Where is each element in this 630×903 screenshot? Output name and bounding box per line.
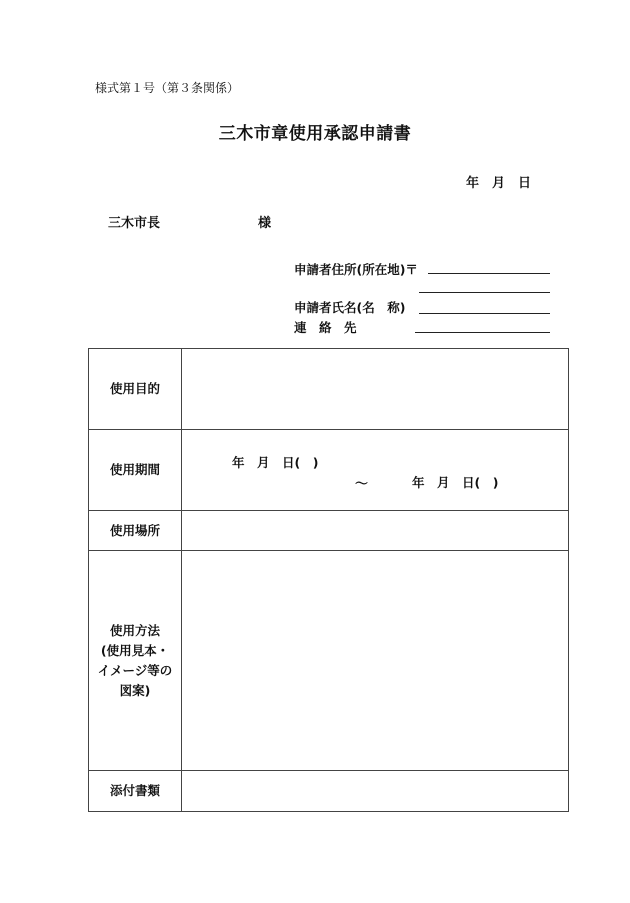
form-number: 様式第１号（第３条関係） — [95, 81, 240, 95]
table-row — [89, 771, 569, 812]
table-row — [89, 349, 569, 430]
place-field[interactable] — [182, 511, 569, 551]
honorific: 様 — [258, 216, 272, 231]
period-field[interactable] — [182, 430, 569, 511]
purpose-field[interactable] — [182, 349, 569, 430]
table-row — [89, 430, 569, 511]
period-separator: ～ — [355, 477, 369, 492]
method-field[interactable] — [182, 551, 569, 771]
applicant-address-label: 申請者住所(所在地)〒 — [294, 262, 418, 277]
application-table — [88, 348, 569, 812]
attachments-label: 添付書類 — [89, 771, 182, 812]
addressee: 三木市長 — [108, 216, 161, 231]
place-label: 使用場所 — [89, 511, 182, 551]
period-start: 年 月 日( ) — [232, 455, 319, 470]
document-title: 三木市章使用承認申請書 — [218, 124, 412, 144]
applicant-address-field[interactable] — [428, 273, 550, 274]
table-row — [89, 551, 569, 771]
attachments-field[interactable] — [182, 771, 569, 812]
application-date: 年 月 日 — [466, 176, 532, 191]
applicant-address-field-line2[interactable] — [419, 292, 550, 293]
applicant-contact-label: 連 絡 先 — [294, 320, 357, 335]
purpose-label: 使用目的 — [89, 349, 182, 430]
applicant-name-field[interactable] — [419, 313, 550, 314]
table-row — [89, 511, 569, 551]
applicant-contact-field[interactable] — [415, 332, 550, 333]
method-label: 使用方法 (使用見本・ イメージ等の 図案) — [89, 551, 182, 771]
period-label: 使用期間 — [89, 430, 182, 511]
period-end: 年 月 日( ) — [412, 475, 499, 490]
applicant-name-label: 申請者氏名(名 称) — [294, 300, 406, 315]
